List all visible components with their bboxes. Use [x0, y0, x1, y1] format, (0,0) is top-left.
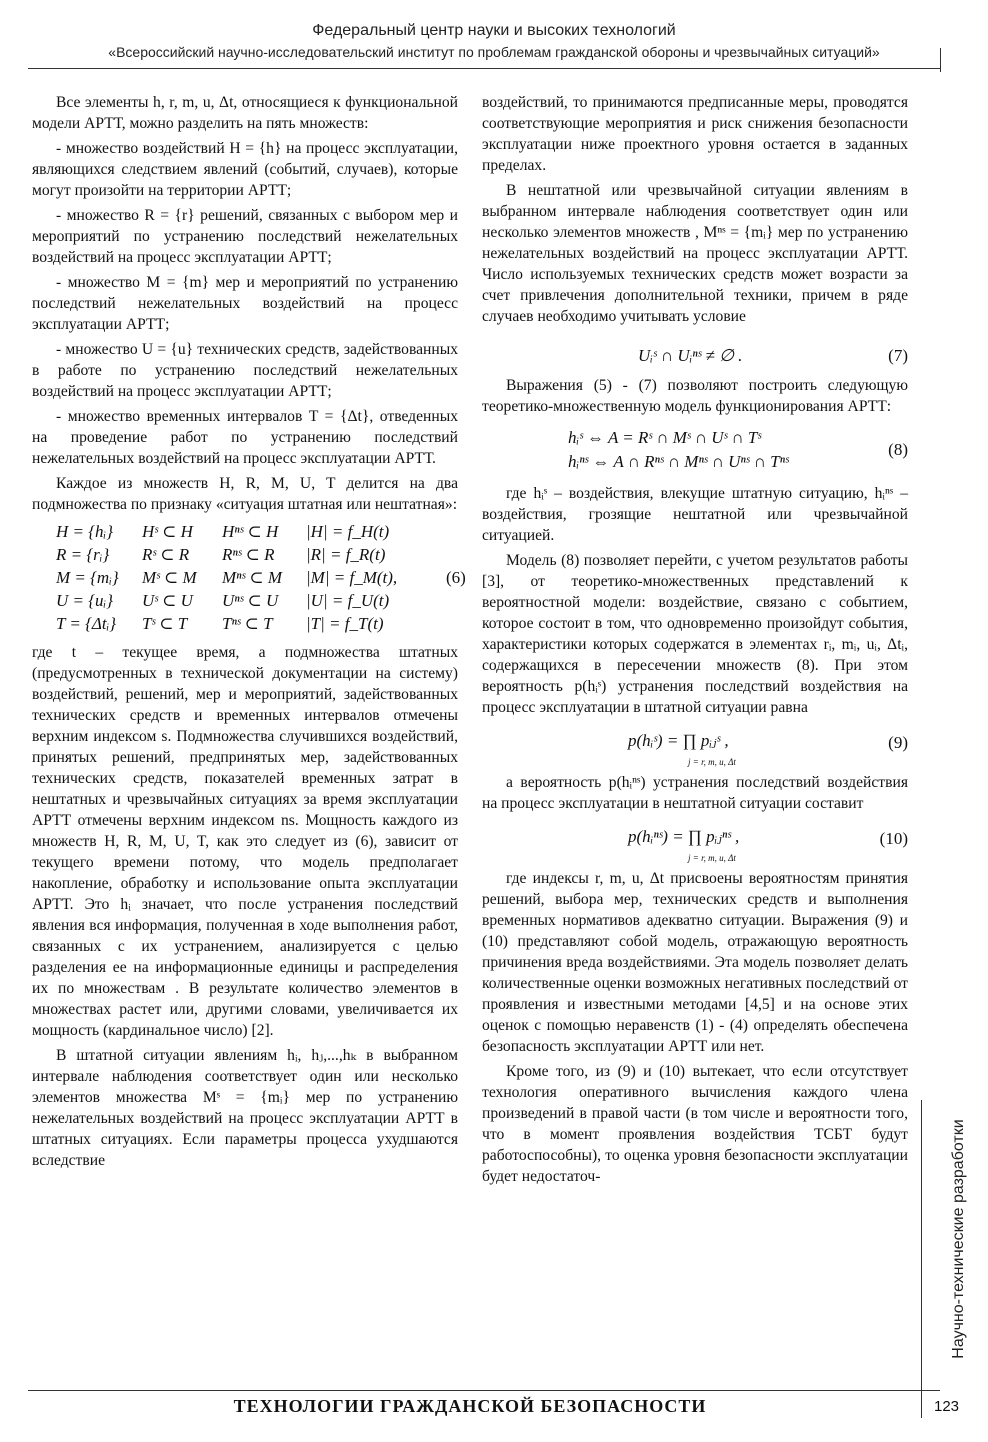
equation-expression: p(hᵢⁿˢ) = ∏ pᵢⱼⁿˢ , [628, 827, 740, 846]
equation-expression: hᵢˢ ⇔ A = Rˢ ∩ Mˢ ∩ Uˢ ∩ Tˢ [568, 428, 761, 447]
equation-expression: p(hᵢˢ) = ∏ pᵢⱼˢ , [628, 731, 729, 750]
section-side-label [944, 1100, 974, 1390]
paragraph: где индексы r, m, u, Δt присвоены вероятностям принятия решений, выбора мер, технических средств и выполнения временных нормативов адекватно ситуации. Выражения (9) и (10) представляют собой модель, отражающую вероятность причинения вреда воздействиями. Эта модель позволяет делать количественные оценки возможных негативных последствий от проявления и известными методами [4,5] и на основе этих оценок с помощью неравенств (1) - (4) определять обеспечена безопасность эксплуатации АРТТ или нет. [482, 870, 908, 1055]
equation-10 [482, 818, 908, 868]
eq6-cell: Mˢ ⊂ M [142, 568, 197, 587]
eq6-cell: Tⁿˢ ⊂ T [222, 614, 273, 633]
paragraph: Модель (8) позволяет перейти, с учетом результатов работы [3], от теоретико-множественных представлений к вероятностной модели: воздействие, связано с событием, которое состоит в том, что одновременно произойдут события, характеристики которых содержатся в элементах rᵢ, mᵢ, uᵢ, Δtᵢ, содержащихся в пересечении множеств (8). При этом вероятность p(hᵢˢ) устранения последствий воздействия на процесс эксплуатации в штатной ситуации равна [482, 552, 908, 716]
equation-7 [482, 331, 908, 375]
eq6-cell: Uˢ ⊂ U [142, 591, 193, 610]
paragraph: - множество R = {r} решений, связанных с выбором мер и мероприятий по устранению последствий нежелательных воздействий на процесс эксплуатации АРТТ; [32, 207, 458, 266]
eq6-cell: Hˢ ⊂ H [142, 522, 193, 541]
eq6-cell: |U| = f_U(t) [306, 591, 390, 610]
page-number: 123 [934, 1398, 960, 1415]
right-column [482, 92, 908, 1191]
eq6-cell: |M| = f_M(t), [306, 568, 398, 587]
side-rule [921, 1100, 922, 1390]
paragraph: - множество M = {m} мер и мероприятий по устранению последствий нежелательных воздействий на процесс эксплуатации АРТТ; [32, 274, 458, 333]
paragraph: - множество воздействий H = {h} на процесс эксплуатации, являющихся следствием явлений (событий, случаев), которые могут произойти на территории АРТТ; [32, 140, 458, 199]
equation-subscript: j = r, m, u, Δt [688, 853, 736, 863]
journal-header-line2: «Всероссийский научно-исследовательский институт по проблемам гражданской обороны и чрезвычайных ситуаций» [108, 44, 880, 60]
eq6-cell: U = {uᵢ} [56, 591, 114, 610]
paragraph: В нештатной или чрезвычайной ситуации явлениям в выбранном интервале наблюдения соответствует один или несколько элементов множеств , Mⁿˢ = {mᵢ} мер по устранению нежелательных воздействий на процесс эксплуатации АРТТ. Число используемых технических средств может возрасти за счет привлечения дополнительной техники, причем в ряде случаев необходимо учитывать условие [482, 182, 908, 325]
paragraph: а вероятность p(hᵢⁿˢ) устранения последствий воздействия на процесс эксплуатации в нештатной ситуации составит [482, 774, 908, 812]
equation-number: (10) [879, 829, 908, 848]
paragraph: Все элементы h, r, m, u, Δt, относящиеся к функциональной модели АРТТ, можно разделить на пять множеств: [32, 94, 458, 132]
equation-9 [482, 722, 908, 772]
eq6-cell: Mⁿˢ ⊂ M [222, 568, 283, 587]
paragraph: где t – текущее время, а подмножества штатных (предусмотренных в технической документации на систему) воздействий, решений, мер и мероприятий, задействованных технических средств и временных интервалов отмечены верхним индексом s. Подмножества случившихся воздействий, принятых решений, предпринятых мер, задействованных технических средств, показателей временных затрат в нештатных и чрезвычайных ситуациях за время эксплуатации АРТТ отмечены верхним индексом ns. Мощность каждого из множеств H, R, M, U, T, как это следует из (6), зависит от текущего времени потому, что модель предполагает накопление, обработку и использование опыта эксплуатации АРТТ. Это hᵢ значает, что после устранения последствий явления вся информация, полученная в ходе выполнения работ, связанных с их устранением, анализируется с целью разделения ее на информационные единицы и распределения их по множествам . В результате количество элементов в множествах растет или, другими словами, увеличивается их мощность (кардинальное число) [2]. [32, 644, 458, 1039]
eq6-cell: Rˢ ⊂ R [142, 545, 190, 564]
paragraph: Каждое из множеств H, R, M, U, T делится на два подмножества по признаку «ситуация штатная или нештатная»: [32, 475, 458, 513]
equation-6 [56, 521, 466, 634]
eq6-cell: T = {Δtᵢ} [56, 614, 117, 633]
paragraph: - множество временных интервалов T = {Δt}, отведенных на проведение работ по устранению последствий нежелательных воздействий на процесс эксплуатации АРТТ. [32, 408, 458, 467]
equation-expression: hᵢⁿˢ ⇔ A ∩ Rⁿˢ ∩ Mⁿˢ ∩ Uⁿˢ ∩ Tⁿˢ [568, 452, 789, 471]
paragraph: - множество U = {u} технических средств, задействованных в работе по устранению последствий нежелательных воздействий на процесс эксплуатации АРТТ; [32, 341, 458, 400]
eq6-cell: Hⁿˢ ⊂ H [222, 522, 279, 541]
header-rule [28, 68, 940, 69]
equation-subscript: j = r, m, u, Δt [688, 757, 736, 767]
journal-footer-title: ТЕХНОЛОГИИ ГРАЖДАНСКОЙ БЕЗОПАСНОСТИ [233, 1396, 707, 1416]
eq6-cell [446, 613, 486, 634]
section-label-text: Научно-технические разработки [950, 1119, 967, 1359]
equation-number: (6) [446, 568, 466, 587]
left-column [32, 92, 466, 1175]
equation-expression: Uᵢˢ ∩ Uᵢⁿˢ ≠ ∅ . [638, 346, 743, 365]
eq6-cell: M = {mᵢ} [56, 568, 119, 587]
equation-number: (8) [888, 440, 908, 459]
eq6-cell: |R| = f_R(t) [306, 545, 386, 564]
eq6-cell [446, 590, 486, 611]
equation-number: (7) [888, 346, 908, 365]
paragraph: где hᵢˢ – воздействия, влекущие штатную ситуацию, hᵢⁿˢ – воздействия, грозящие нештатной или чрезвычайной ситуацией. [482, 485, 908, 544]
paragraph: Выражения (5) - (7) позволяют построить следующую теоретико-множественную модель функционирования АРТТ: [482, 377, 908, 415]
journal-header-line1: Федеральный центр науки и высоких технологий [312, 22, 676, 39]
paragraph: воздействий, то принимаются предписанные меры, проводятся соответствующие мероприятия и риск снижения безопасности эксплуатации ниже проектного уровня остается в заданных пределах. [482, 94, 908, 174]
eq6-cell [446, 521, 486, 542]
eq6-cell: |H| = f_H(t) [306, 522, 390, 541]
right-border-top [940, 48, 941, 72]
footer-rule [28, 1390, 940, 1391]
paragraph: Кроме того, из (9) и (10) вытекает, что если отсутствует технология оперативного вычисления каждого члена произведений в правой части (в том числе и вероятности того, что в момент проявления воздействия ТСБТ будут работоспособны), то оценка уровня безопасности эксплуатации будет недостаточ- [482, 1063, 908, 1185]
eq6-cell [446, 544, 486, 565]
eq6-cell: R = {rᵢ} [56, 545, 110, 564]
eq6-cell: H = {hᵢ} [56, 522, 114, 541]
paragraph: В штатной ситуации явлениям hᵢ, hⱼ,...,hₖ в выбранном интервале наблюдения соответствует один или несколько элементов множества Mˢ = {mᵢ} мер по устранению нежелательных воздействий на процесс эксплуатации АРТТ в штатных ситуациях. Если параметры процесса ухудшаются вследствие [32, 1047, 458, 1169]
eq6-cell: Tˢ ⊂ T [142, 614, 188, 633]
eq6-cell: Uⁿˢ ⊂ U [222, 591, 279, 610]
equation-8 [482, 421, 908, 483]
eq6-cell: Rⁿˢ ⊂ R [222, 545, 275, 564]
equation-number: (9) [888, 733, 908, 752]
eq6-cell: |T| = f_T(t) [306, 614, 384, 633]
